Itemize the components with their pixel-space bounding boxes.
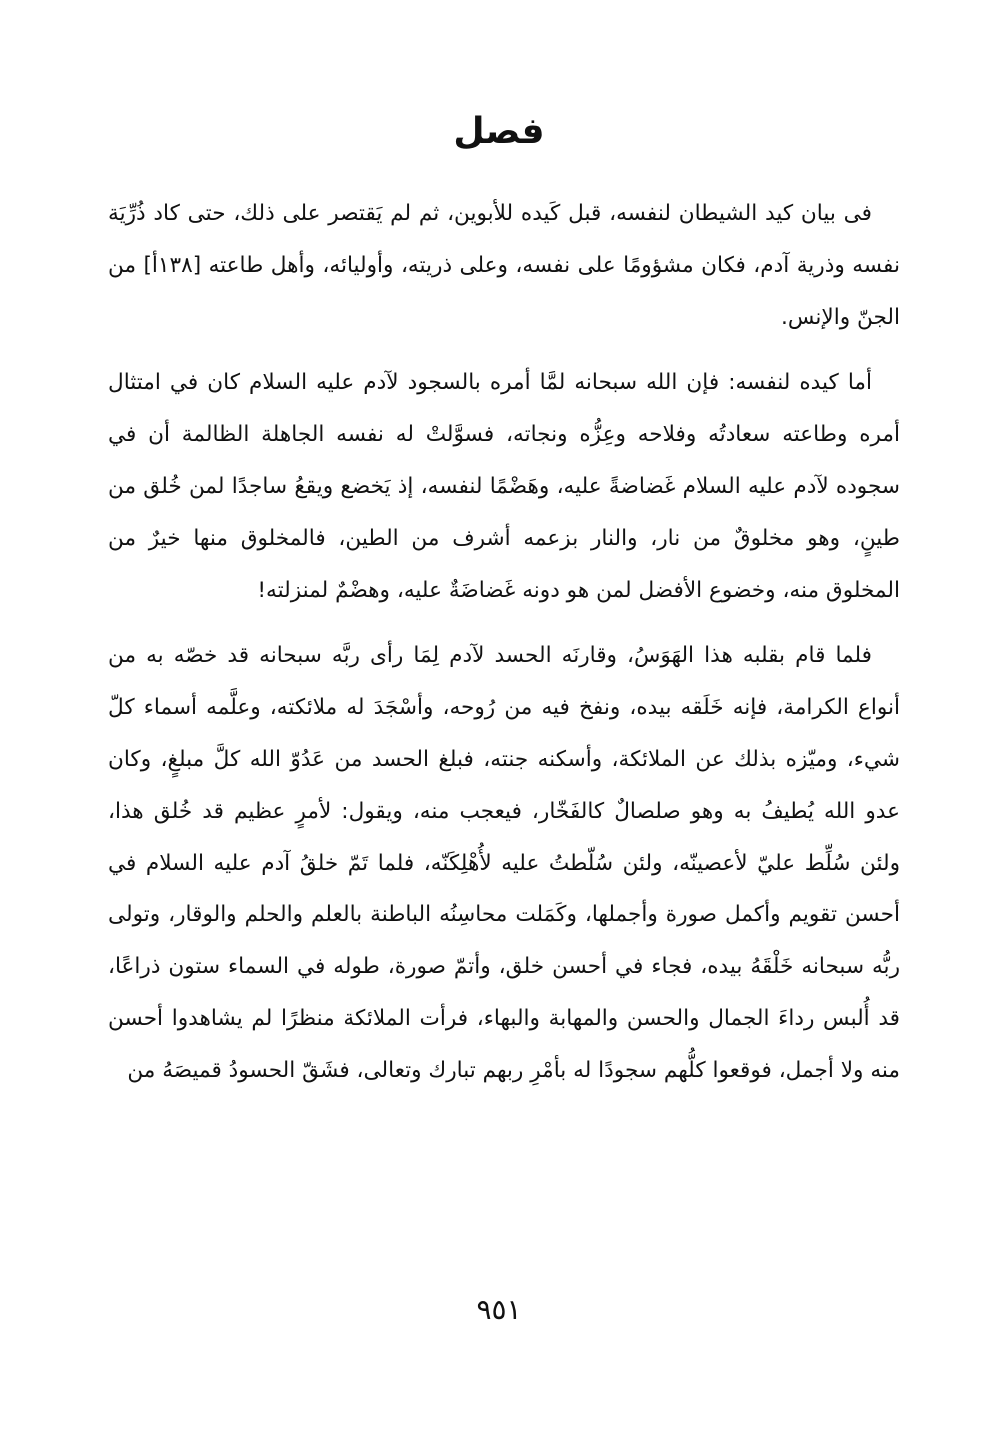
page-number: ٩٥١ <box>476 1293 522 1326</box>
body-text <box>108 188 900 1111</box>
section-title: فصل <box>453 111 545 152</box>
paragraph-3: فلما قام بقلبه هذا الهَوَسُ، وقارنَه الحسد لآدم لِمَا رأى ربَّه سبحانه قد خصّه به من أنواع الكرامة، فإنه خَلَقه بيده، ونفخ فيه من رُوحه، وأسْجَدَ له ملائكته، وعلَّمه أسماء كلّ شيء، وميّزه بذلك عن الملائكة، وأسكنه جنته، فبلغ الحسد من عَدُوّ الله كلَّ مبلغٍ، وكان عدو الله يُطيفُ به وهو صلصالٌ كالفَخّار، فيعجب منه، ويقول: لأمرٍ عظيم قد خُلق هذا، ولئن سُلِّط عليّ لأعصينّه، ولئن سُلّطتُ عليه لأُهْلِكَنّه، فلما تَمّ خلقُ آدم عليه السلام في أحسن تقويم وأكمل صورة وأجملها، وكَمَلت محاسِنُه الباطنة بالعلم والحلم والوقار، وتولى ربُّه سبحانه خَلْقَهُ بيده، فجاء في أحسن خلق، وأتمّ صورة، طوله في السماء ستون ذراعًا، قد أُلبس رداءَ الجمال والحسن والمهابة والبهاء، فرأت الملائكة منظرًا لم يشاهدوا أحسن منه ولا أجمل، فوقعوا كلُّهم سجودًا له بأمْرِ ربهم تبارك وتعالى، فشَقّ الحسودُ قميصَهُ من <box>108 643 900 1083</box>
paragraph-2: أما كيده لنفسه: فإن الله سبحانه لمَّا أمره بالسجود لآدم عليه السلام كان في امتثال أمره وطاعته سعادتُه وفلاحه وعِزُّه ونجاته، فسوَّلتْ له نفسه الجاهلة الظالمة أن في سجوده لآدم عليه السلام غَضاضةً عليه، وهَضْمًا لنفسه، إذ يَخضع ويقعُ ساجدًا لمن خُلق من طينٍ، وهو مخلوقٌ من نار، والنار بزعمه أشرف من الطين، فالمخلوق منها خيرٌ من المخلوق منه، وخضوع الأفضل لمن هو دونه غَضاضَةٌ عليه، وهضْمٌ لمنزلته! <box>108 370 900 603</box>
paragraph-1: فى بيان كيد الشيطان لنفسه، قبل كَيده للأبوين، ثم لم يَقتصر على ذلك، حتى كاد ذُرِّيَة نفسه وذرية آدم، فكان مشؤومًا على نفسه، وعلى ذريته، وأوليائه، وأهل طاعته [١٣٨أ] من الجنّ والإنس. <box>108 201 900 330</box>
